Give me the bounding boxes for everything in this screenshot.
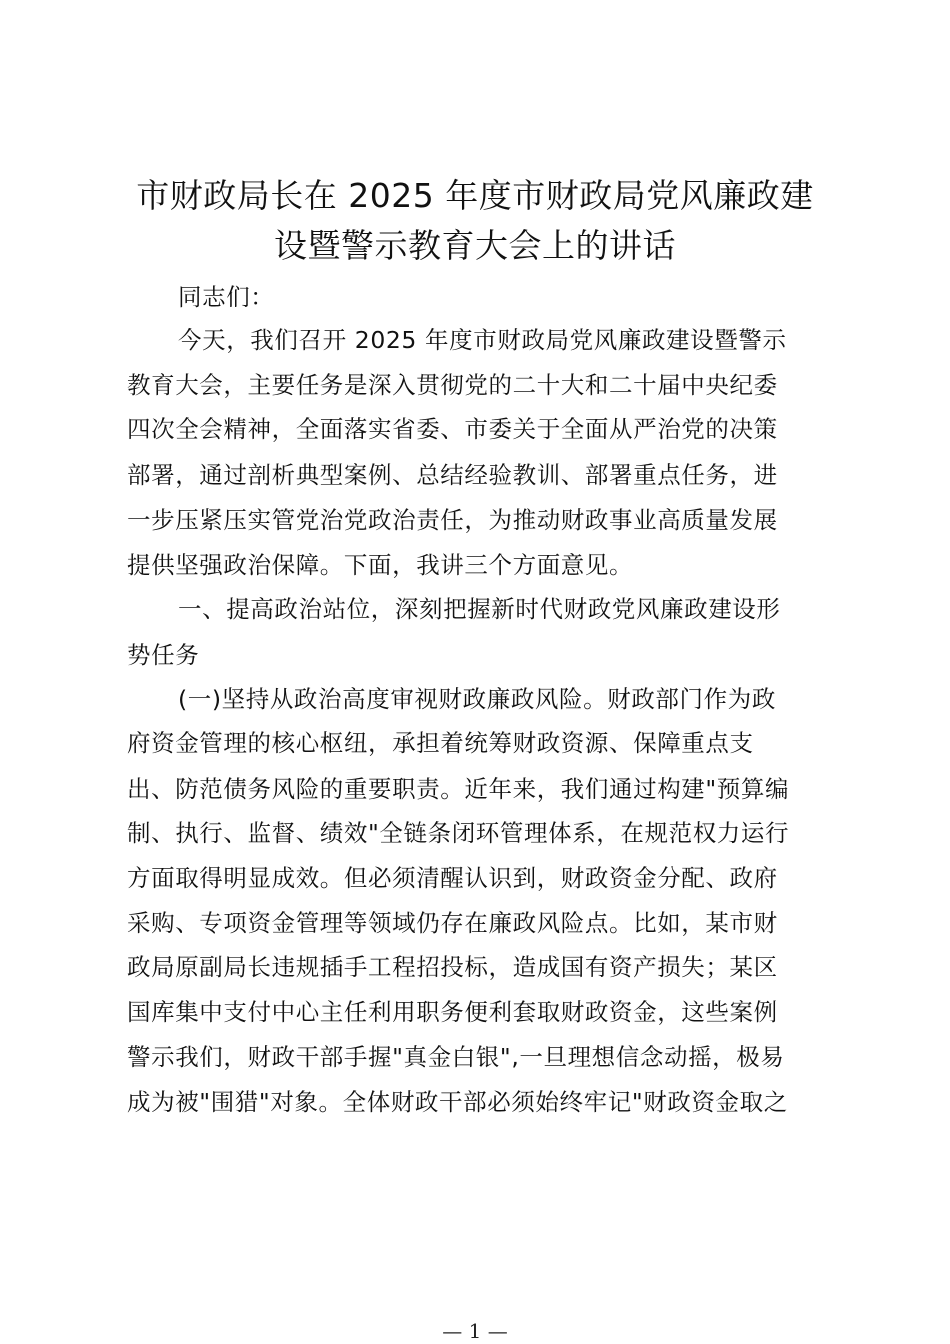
paragraph-line: 采购、专项资金管理等领域仍存在廉政风险点。比如，某市财 (127, 909, 778, 937)
section-heading-line: 势任务 (127, 641, 200, 669)
section-heading-line: 一、提高政治站位，深刻把握新时代财政党风廉政建设形 (178, 595, 781, 623)
document-title-line-2: 设暨警示教育大会上的讲话 (274, 226, 676, 265)
salutation: 同志们： (178, 283, 275, 311)
paragraph-line: 制、执行、监督、绩效"全链条闭环管理体系，在规范权力运行 (127, 819, 790, 847)
paragraph-line: 今天，我们召开 2025 年度市财政局党风廉政建设暨警示 (178, 326, 787, 354)
paragraph-line: 教育大会，主要任务是深入贯彻党的二十大和二十届中央纪委 (127, 371, 778, 399)
paragraph-line: 警示我们，财政干部手握"真金白银",一旦理想信念动摇，极易 (127, 1043, 785, 1071)
paragraph-line: 四次全会精神，全面落实省委、市委关于全面从严治党的决策 (127, 415, 778, 443)
paragraph-line: 部署，通过剖析典型案例、总结经验教训、部署重点任务，进 (127, 461, 778, 489)
paragraph-line: 府资金管理的核心枢纽，承担着统筹财政资源、保障重点支 (127, 729, 754, 757)
paragraph-line: 一步压紧压实管党治党政治责任，为推动财政事业高质量发展 (127, 506, 778, 534)
paragraph-line: (一)坚持从政治高度审视财政廉政风险。财政部门作为政 (178, 685, 776, 713)
paragraph-line: 出、防范债务风险的重要职责。近年来，我们通过构建"预算编 (127, 775, 790, 803)
paragraph-line: 国库集中支付中心主任利用职务便利套取财政资金，这些案例 (127, 998, 778, 1026)
document-title-line-1: 市财政局长在 2025 年度市财政局党风廉政建 (136, 176, 814, 215)
paragraph-line: 提供坚强政治保障。下面，我讲三个方面意见。 (127, 551, 634, 579)
page-number: — 1 — (442, 1319, 508, 1343)
paragraph-line: 政局原副局长违规插手工程招投标，造成国有资产损失；某区 (127, 953, 778, 981)
paragraph-line: 方面取得明显成效。但必须清醒认识到，财政资金分配、政府 (127, 864, 778, 892)
paragraph-line: 成为被"围猎"对象。全体财政干部必须始终牢记"财政资金取之 (127, 1088, 788, 1116)
